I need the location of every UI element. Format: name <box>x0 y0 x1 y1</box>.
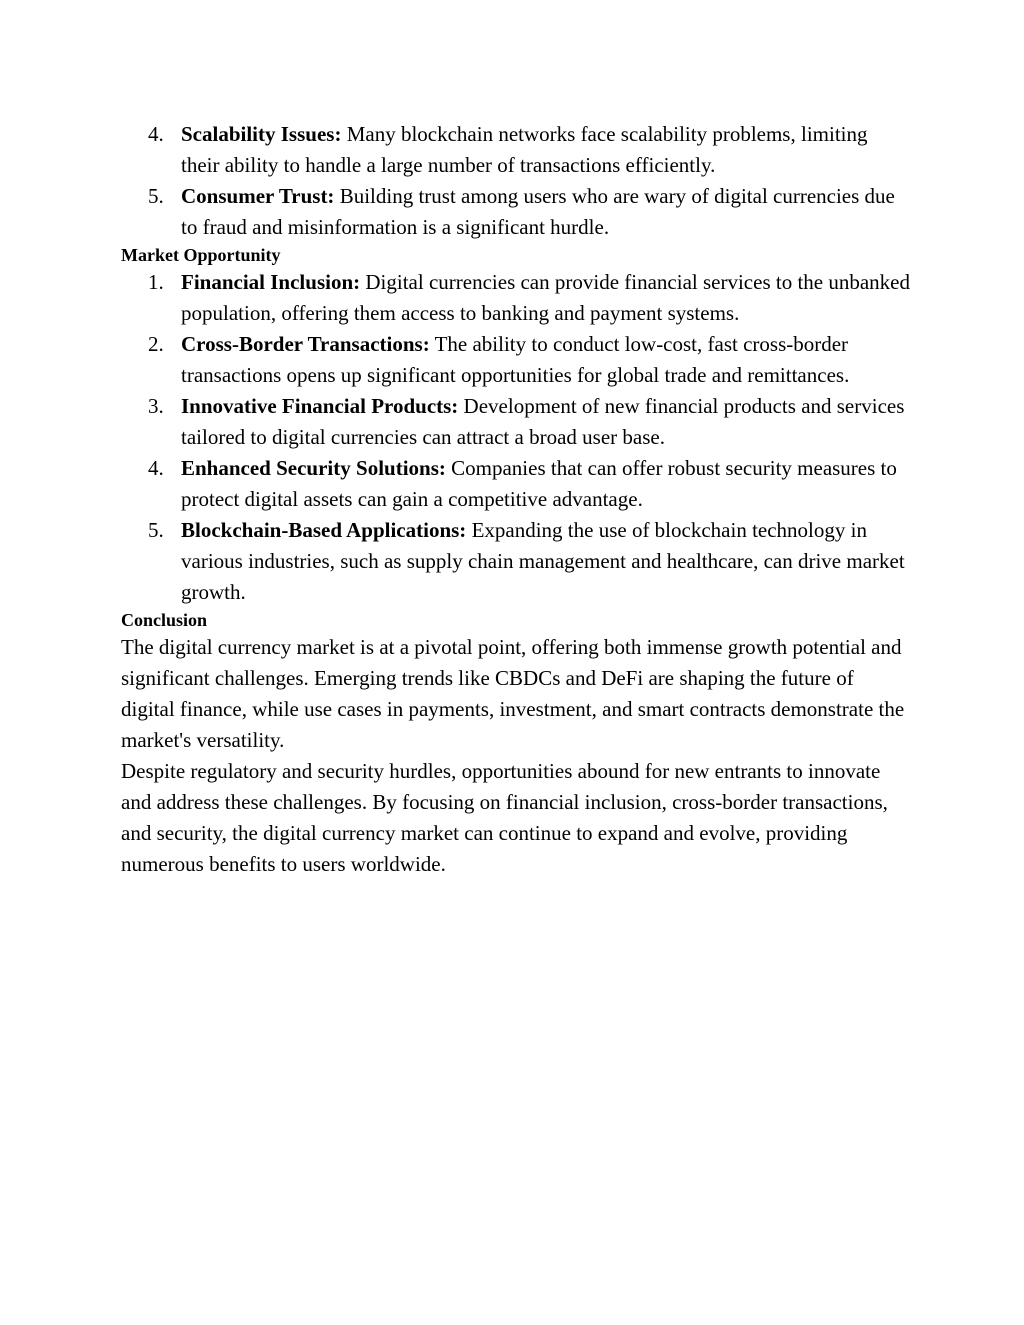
list-item-number: 4. <box>148 122 164 146</box>
list-item-text: Companies that can offer robust security measures to protect digital assets can gain a competitive advantage. <box>181 456 897 511</box>
list-item-number: 1. <box>148 270 164 294</box>
document-body <box>121 119 911 880</box>
list-item-title: Blockchain-Based Applications: <box>181 518 467 542</box>
list-item-text: Digital currencies can provide financial services to the unbanked population, offering them access to banking and payment systems. <box>181 270 911 325</box>
list-item <box>121 515 911 608</box>
challenges-list <box>121 119 911 243</box>
list-item-text: Expanding the use of blockchain technology in various industries, such as supply chain management and healthcare, can drive market growth. <box>181 518 905 604</box>
list-item-number: 4. <box>148 456 164 480</box>
conclusion-heading: Conclusion <box>121 610 208 630</box>
market-opportunity-heading: Market Opportunity <box>121 245 281 265</box>
list-item-text: The ability to conduct low-cost, fast cross-border transactions opens up significant opportunities for global trade and remittances. <box>181 332 850 387</box>
list-item-number: 3. <box>148 394 164 418</box>
list-item <box>121 181 911 243</box>
list-item <box>121 453 911 515</box>
list-item-title: Enhanced Security Solutions: <box>181 456 446 480</box>
list-item-text: Building trust among users who are wary of digital currencies due to fraud and misinformation is a significant hurdle. <box>181 184 895 239</box>
list-item-text: Many blockchain networks face scalability problems, limiting their ability to handle a large number of transactions efficiently. <box>181 122 868 177</box>
list-item-title: Innovative Financial Products: <box>181 394 459 418</box>
list-item <box>121 329 911 391</box>
list-item-title: Scalability Issues: <box>181 122 342 146</box>
list-item-title: Cross-Border Transactions: <box>181 332 430 356</box>
list-item-title: Financial Inclusion: <box>181 270 361 294</box>
conclusion-paragraph: The digital currency market is at a pivotal point, offering both immense growth potential and significant challenges. Emerging trends like CBDCs and DeFi are shaping the future of digital finance, while use cases in payments, investment, and smart contracts demonstrate the market's versatility. <box>121 635 905 752</box>
list-item <box>121 119 911 181</box>
list-item-text: Development of new financial products and services tailored to digital currencies can attract a broad user base. <box>181 394 905 449</box>
list-item <box>121 267 911 329</box>
list-item-number: 5. <box>148 184 164 208</box>
market-opportunity-list <box>121 267 911 608</box>
list-item <box>121 391 911 453</box>
conclusion-paragraph: Despite regulatory and security hurdles, opportunities abound for new entrants to innovate and address these challenges. By focusing on financial inclusion, cross-border transactions, and security, the digital currency market can continue to expand and evolve, providing numerous benefits to users worldwide. <box>121 759 888 876</box>
list-item-number: 2. <box>148 332 164 356</box>
list-item-title: Consumer Trust: <box>181 184 335 208</box>
list-item-number: 5. <box>148 518 164 542</box>
